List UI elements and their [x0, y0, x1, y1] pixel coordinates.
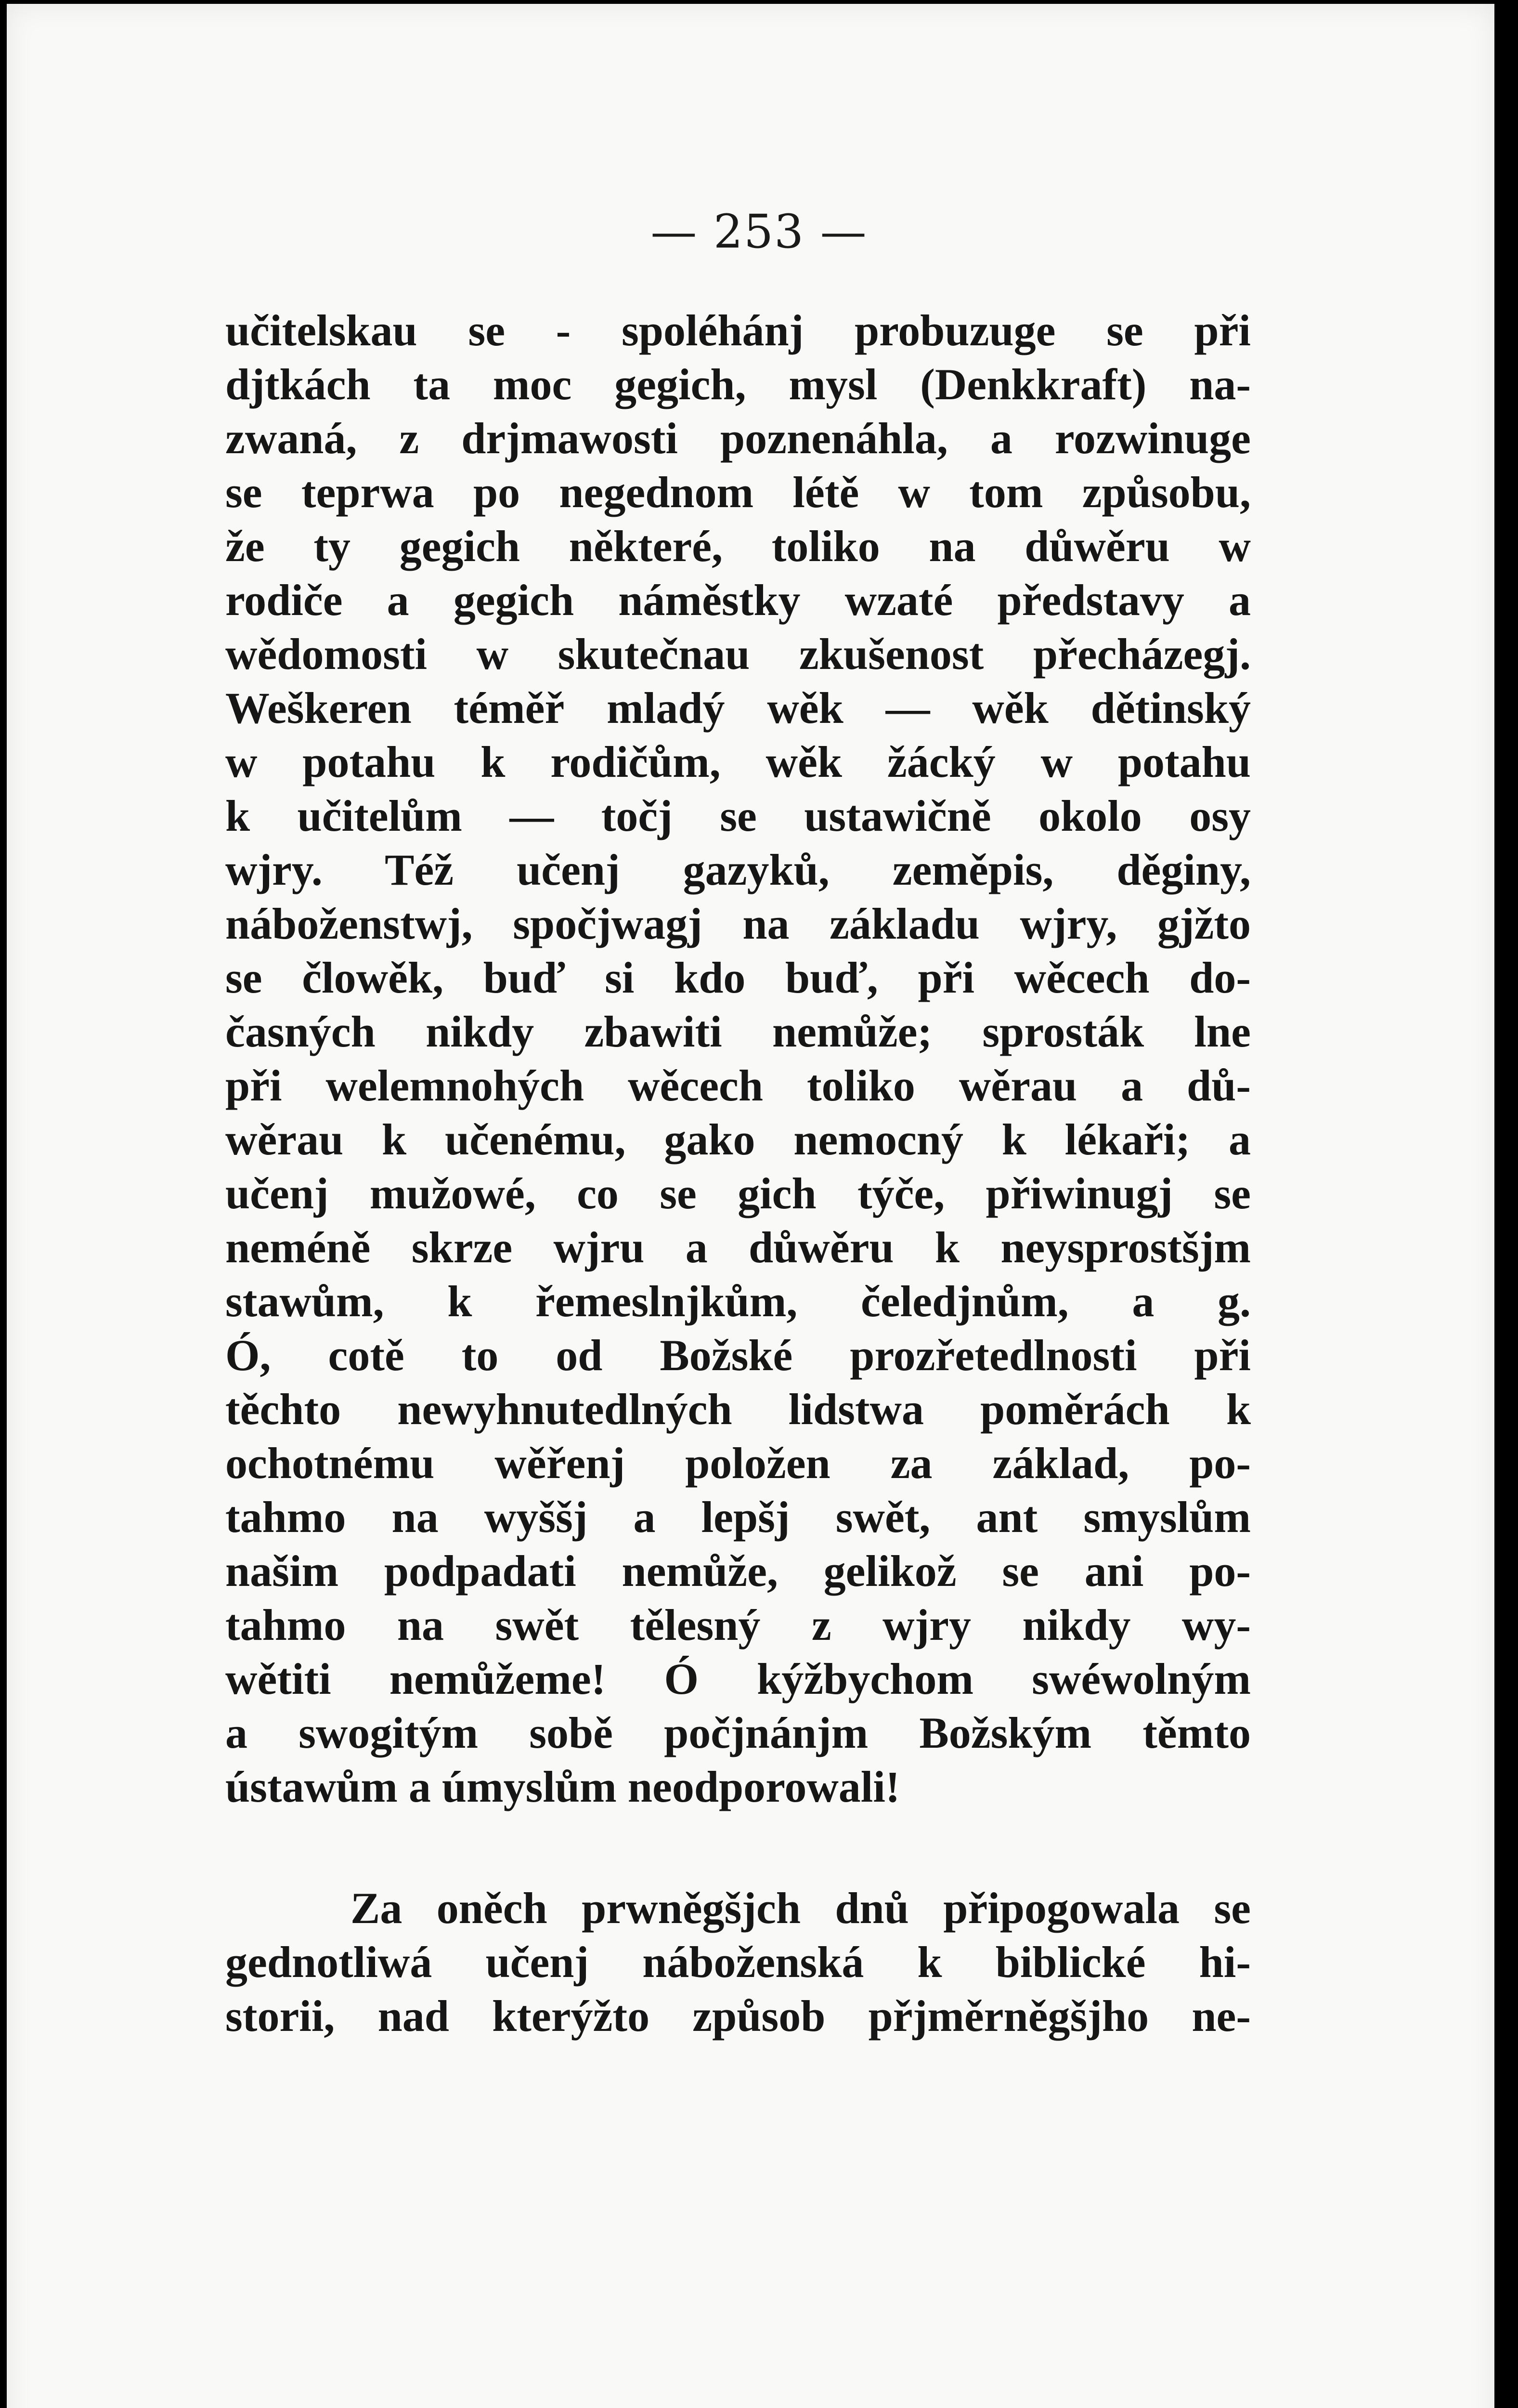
text-line: tahmo na swět tělesný z wjry nikdy wy- — [225, 1600, 1251, 1649]
text-line: wjry. Též učenj gazyků, zeměpis, děginy, — [225, 845, 1251, 894]
text-line: Weškeren téměř mladý wěk — wěk dětinský — [225, 683, 1251, 733]
text-line: ústawům a úmyslům neodporowali! — [225, 1762, 900, 1811]
text-line: w potahu k rodičům, wěk žácký w potahu — [225, 737, 1251, 786]
text-line: neméně skrze wjru a důwěru k neysprostšjm — [225, 1223, 1251, 1272]
page-number: — 253 — — [650, 205, 868, 259]
text-line: Ó, cotě to od Božské prozřetedlnosti při — [225, 1331, 1251, 1380]
text-line: zwaná, z drjmawosti poznenáhla, a rozwinuge — [225, 414, 1251, 463]
text-line: ochotnému wěřenj položen za základ, po- — [225, 1439, 1251, 1488]
text-line: že ty gegich některé, toliko na důwěru w — [225, 522, 1251, 571]
text-line: se teprwa po negednom létě w tom způsobu, — [225, 468, 1251, 517]
text-line: Za oněch prwněgšjch dnů připogowala se — [350, 1884, 1251, 1933]
text-line: djtkách ta moc gegich, mysl (Denkkraft) na- — [225, 360, 1251, 409]
text-line: wěrau k učenému, gako nemocný k lékaři; a — [225, 1115, 1251, 1164]
text-line: našim podpadati nemůže, gelikož se ani po- — [225, 1546, 1251, 1596]
text-line: a swogitým sobě počjnánjm Božským těmto — [225, 1708, 1251, 1757]
text-line: wědomosti w skutečnau zkušenost přecházegj. — [225, 629, 1251, 679]
text-line: k učitelům — točj se ustawičně okolo osy — [225, 791, 1251, 840]
text-line: se člowěk, buď si kdo buď, při wěcech do- — [225, 953, 1251, 1002]
text-line: wětiti nemůžeme! Ó kýžbychom swéwolným — [225, 1654, 1251, 1703]
text-line: učenj mužowé, co se gich týče, přiwinugj se — [225, 1169, 1251, 1218]
text-line: učitelskau se - spoléhánj probuzuge se při — [225, 306, 1251, 355]
text-line: gednotliwá učenj náboženská k biblické hi- — [225, 1937, 1251, 1987]
text-line: těchto newyhnutedlných lidstwa poměrách k — [225, 1385, 1251, 1434]
text-line: náboženstwj, spočjwagj na základu wjry, gjžto — [225, 899, 1251, 948]
paragraph-2 — [225, 1881, 1251, 2043]
paragraph-gap — [225, 1814, 1251, 1881]
text-line: časných nikdy zbawiti nemůže; sprosták lne — [225, 1007, 1251, 1056]
paragraph-1 — [225, 303, 1251, 1814]
text-line: tahmo na wyššj a lepšj swět, ant smyslům — [225, 1492, 1251, 1542]
text-line: rodiče a gegich náměstky wzaté představy a — [225, 576, 1251, 625]
body-text — [225, 303, 1251, 2043]
text-line: stawům, k řemeslnjkům, čeledjnům, a g. — [225, 1277, 1251, 1326]
text-line: při welemnohých wěcech toliko wěrau a dů- — [225, 1061, 1251, 1110]
text-line: storii, nad kterýžto způsob přjměrněgšjho ne- — [225, 1991, 1251, 2041]
